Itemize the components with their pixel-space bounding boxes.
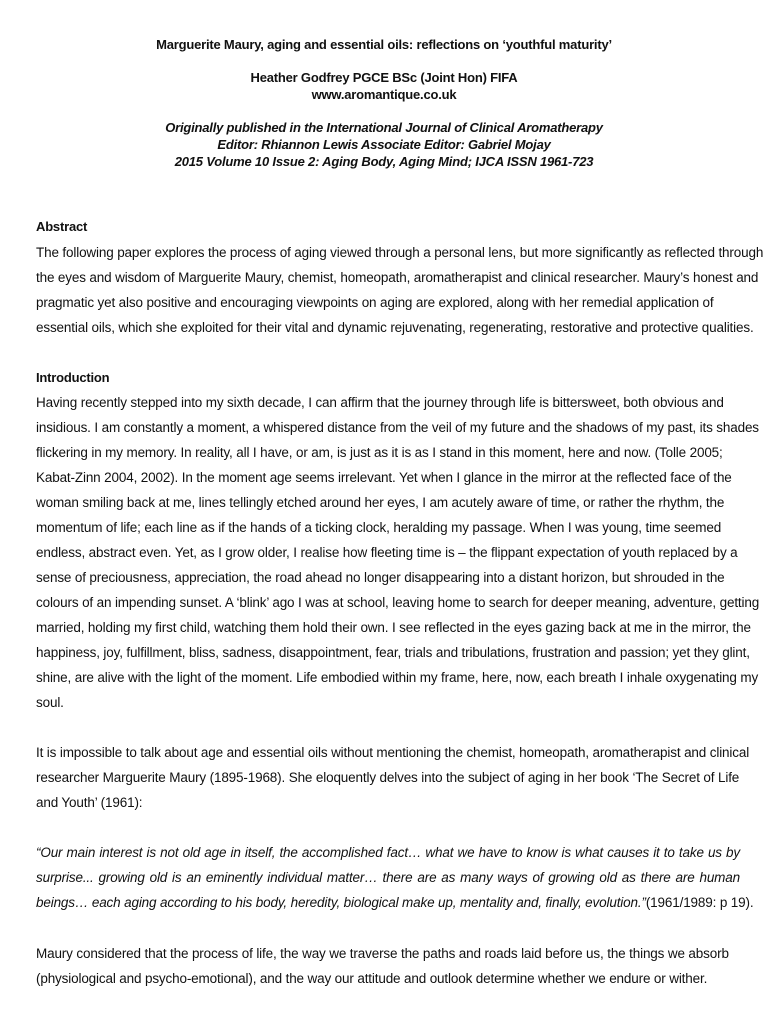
text-line: (physiological and psycho-emotional), and the way our attitude and outlook determine whether we endure or wither. <box>36 971 708 986</box>
text-line: soul. <box>36 695 64 710</box>
text-line: Maury considered that the process of life, the way we traverse the paths and roads laid before us, the things we absorb <box>36 946 729 961</box>
text-line: Having recently stepped into my sixth decade, I can affirm that the journey through life is bittersweet, both obvious and <box>36 395 724 410</box>
introduction-paragraph-2 <box>36 740 750 815</box>
text-line: momentum of life; each line as if the hands of a ticking clock, heralding my passage. When I was young, time seemed <box>36 520 722 535</box>
website-link[interactable]: www.aromantique.co.uk <box>311 87 457 102</box>
text-line: married, holding my first child, watching them hold their own. I see reflected in the eyes gazing back at me in the mirror, the <box>36 620 751 635</box>
quote-text: beings… each aging according to his body, heredity, biological make up, mentality and, finally, evolution.” <box>36 895 646 910</box>
text-line: The following paper explores the process of aging viewed through a personal lens, but more significantly as reflected through <box>36 245 764 260</box>
publication-line: Originally published in the International Journal of Clinical Aromatherapy <box>165 120 603 135</box>
text-line: shine, are alive with the light of the moment. Life embodied within my frame, here, now, each breath I inhale oxygenating my <box>36 670 759 685</box>
text-line: sense of preciousness, appreciation, the road ahead no longer disappearing into a distant horizon, but shrouded in the <box>36 570 725 585</box>
introduction-paragraph-1 <box>36 390 760 715</box>
text-line: researcher Marguerite Maury (1895-1968). She eloquently delves into the subject of aging in her book ‘The Secret of Life <box>36 770 740 785</box>
quote-line: surprise... growing old is an eminently individual matter… there are as many ways of growing old as there are human <box>36 870 740 885</box>
issue-line: 2015 Volume 10 Issue 2: Aging Body, Aging Mind; IJCA ISSN 1961-723 <box>174 154 594 169</box>
text-line: pragmatic yet also positive and encouraging viewpoints on aging are explored, along with her remedial application of <box>36 295 714 310</box>
quote-line: “Our main interest is not old age in itself, the accomplished fact… what we have to know is what causes it to take us by <box>36 845 740 860</box>
text-line: essential oils, which she exploited for their vital and dynamic rejuvenating, regenerating, restorative and protective qualities. <box>36 320 754 335</box>
text-line: and Youth’ (1961): <box>36 795 143 810</box>
text-line: endless, abstract even. Yet, as I grow older, I realise how fleeting time is – the flippant expectation of youth replaced by a <box>36 545 738 560</box>
abstract-heading: Abstract <box>36 219 88 234</box>
introduction-heading: Introduction <box>36 370 110 385</box>
paper-title: Marguerite Maury, aging and essential oils: reflections on ‘youthful maturity’ <box>156 37 612 52</box>
quote-line-last <box>36 890 754 915</box>
text-line: flickering in my memory. In reality, all I have, or am, is just as it is as I stand in this moment, here and now. (Tolle 2005; <box>36 445 723 460</box>
text-line: It is impossible to talk about age and essential oils without mentioning the chemist, homeopath, aromatherapist and clinical <box>36 745 750 760</box>
text-line: woman smiling back at me, lines tellingly etched around her eyes, I am acutely aware of time, or rather the rhythm, the <box>36 495 725 510</box>
editors-line: Editor: Rhiannon Lewis Associate Editor: Gabriel Mojay <box>217 137 551 152</box>
quote-citation: (1961/1989: p 19). <box>645 895 754 910</box>
author-line: Heather Godfrey PGCE BSc (Joint Hon) FIFA <box>250 70 518 85</box>
text-line: happiness, joy, fulfillment, bliss, sadness, disappointment, fear, trials and tribulations, frustration and passion; yet they glint, <box>36 645 750 660</box>
text-line: the eyes and wisdom of Marguerite Maury, chemist, homeopath, aromatherapist and clinical researcher. Maury’s honest and <box>36 270 759 285</box>
maury-quote <box>36 840 754 915</box>
text-line: Kabat-Zinn 2004, 2002). In the moment age seems irrelevant. Yet when I glance in the mirror at the reflected face of the <box>36 470 732 485</box>
abstract-paragraph <box>36 240 764 340</box>
text-line: colours of an impending sunset. A ‘blink’ ago I was at school, leaving home to search for deeper meaning, adventure, getting <box>36 595 760 610</box>
introduction-paragraph-3 <box>36 941 740 991</box>
text-line: insidious. I am constantly a moment, a whispered distance from the veil of my future and the shadows of my past, its shades <box>36 420 759 435</box>
